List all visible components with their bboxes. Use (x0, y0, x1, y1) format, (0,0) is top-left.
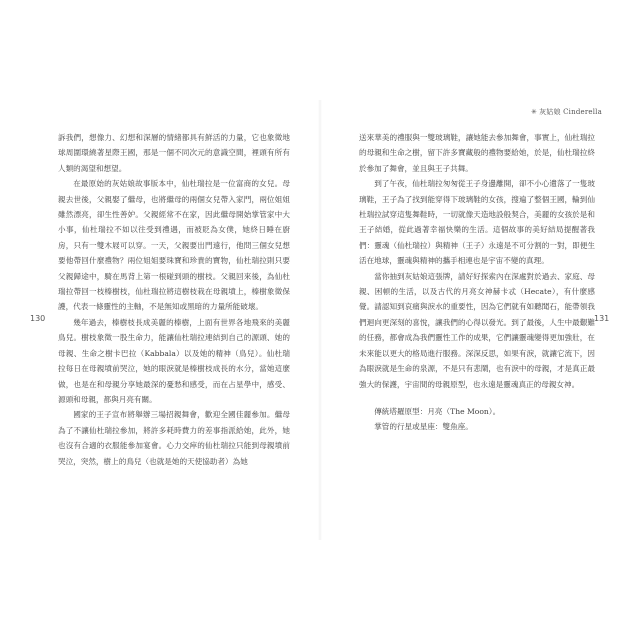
tarot-archetype-line: 傳統塔羅原型：月亮（The Moon）。 (374, 406, 501, 416)
paragraph: 在最原始的灰姑娘故事版本中，仙杜瑞拉是一位富商的女兒。母親去世後，父親娶了繼母，也將繼母的兩個女兒帶入家門，兩位姐姐雖然漂亮，卻生性善妒。父親經常不在家，因此繼母開始掌管家中大小事，仙杜瑞拉不如以往受到禮遇，而被貶為女僕，她終日睡在廚房，只有一雙木屐可以穿。一天，父親要出門遠行，他問三個女兒想要他帶回什麼禮物？兩位姐姐要珠寶和珍貴的寶物，仙杜瑞拉則只要父親歸途中，騎在馬背上第一根碰到頭的樹枝。父親回來後，為仙杜瑞拉帶回一枝榛樹枝，仙杜瑞拉將這樹枝栽在母親墳上，榛樹象徵保護，代表一條靈性的主軸，不是無知或黑暗的力量所能破壞。 (58, 179, 290, 312)
paragraph: 訴我們，想像力、幻想和深層的情緒都具有鮮活的力量，它也象徵地球周圍環繞著星際王國，那是一個不同次元的意識空間，裡頭有所有人類的渴望和想望。 (58, 133, 290, 173)
page-number: 131 (594, 314, 610, 323)
paragraph: 國家的王子宣布將舉辦三場招親舞會，歡迎全國佳麗參加。繼母為了不讓仙杜瑞拉參加，將許多耗時費力的差事指派給她，此外，她也沒有合適的衣服能參加宴會。心力交瘁的仙杜瑞拉只能到母親墳前哭泣，突然，樹上的鳥兒（也就是她的天使協助者）為她 (58, 410, 290, 466)
archetype-notes (359, 404, 595, 435)
right-page-body (359, 130, 595, 435)
paragraph: 當你抽到灰姑娘這張牌，請好好探索內在深處對於過去、家庭、母親、困頓的生活，以及古代的月亮女神赫卡忒（Hecate），有什麼感覺。請認知到哀痛與淚水的重要性，因為它們就有如聽聞石，能帶領我們迴向更深刻的喜悅，讓我們的心得以發光。到了最後，人生中最艱難的任務，都會成為我們靈性工作的成果，它們讓靈魂變得更加強壯，在未來能以更大的格局進行服務。深深反思，如果有淚，就讓它流下，因為眼淚就是生命的泉源，不是只有悲鬧，也有淚中的母親，才是真正最強大的保護，宇宙間的母親原型，也永遠是靈魂真正的母親女神。 (359, 271, 595, 389)
running-header (531, 107, 602, 117)
page-number: 130 (30, 314, 46, 323)
ruling-planet-line: 掌管的行星或星座：雙魚座。 (374, 422, 473, 432)
running-header-text: 灰姑娘 Cinderella (539, 108, 602, 116)
left-page-body (58, 130, 290, 469)
star-ornament-icon: ✳ (531, 108, 538, 116)
paragraph: 幾年過去，榛樹枝長成美麗的榛樹，上面有世界各地飛來的美麗鳥兒。樹枝象徵一股生命力，能讓仙杜瑞拉連結到自己的源頭、她的母親、生命之樹卡巴拉（Kabbala）以及她的精神（鳥兒）。仙杜瑞拉每日在母親墳前哭泣，她的眼淚就是榛樹枝成長的水分，當她這麼做，也是在和母親分享她最深的憂愁和感受，而在占星學中，感受、源頭和母親，都與月亮有關。 (58, 317, 290, 404)
paragraph: 送來華美的禮服與一雙玻璃鞋，讓她能去參加舞會，事實上，仙杜瑞拉的母親和生命之樹，留下許多寶藏般的禮物要給她，於是，仙杜瑞拉終於參加了舞會，並且與王子共舞。 (359, 133, 595, 173)
paragraph: 到了午夜，仙杜瑞拉匆匆從王子身邊離開，卻不小心遺落了一隻玻璃鞋，王子為了找到能穿得下玻璃鞋的女孩，搜遍了整個王國，輪到仙杜瑞拉試穿這隻舞鞋時，一切就像天造地設般契合，美麗的女孩於是和王子結婚，從此過著幸福快樂的生活。這個故事的美好結局提醒著我們：靈魂（仙杜瑞拉）與精神（王子）永遠是不可分割的一對，即便生活在地球，靈魂與精神的攜手相連也是宇宙不變的真理。 (359, 179, 595, 266)
right-page (320, 0, 640, 640)
